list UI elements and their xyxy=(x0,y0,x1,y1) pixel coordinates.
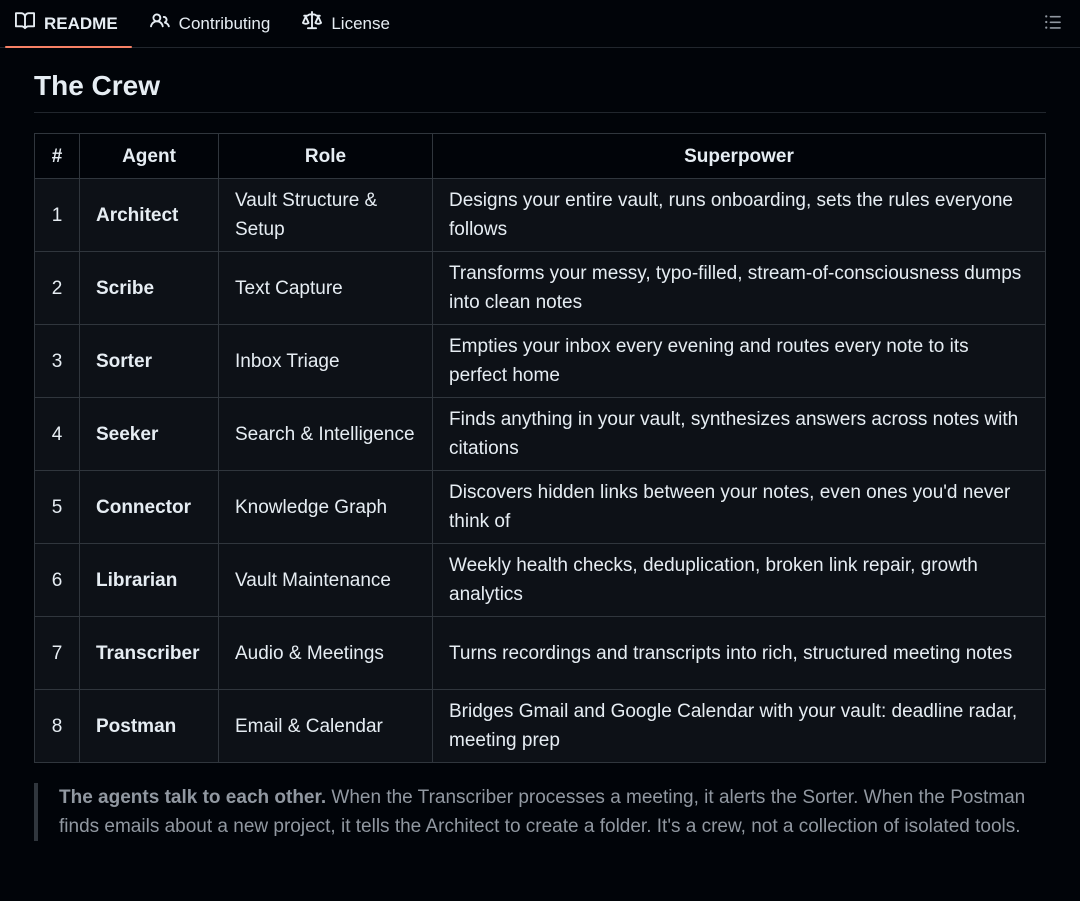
tab-contributing[interactable] xyxy=(140,0,285,47)
cell-num: 6 xyxy=(35,544,80,617)
header-role: Role xyxy=(219,134,433,179)
cell-superpower: Discovers hidden links between your notes, even ones you'd never think of xyxy=(433,471,1046,544)
cell-agent: Connector xyxy=(80,471,219,544)
cell-role: Audio & Meetings xyxy=(219,617,433,690)
crew-table xyxy=(34,133,1046,763)
cell-role: Knowledge Graph xyxy=(219,471,433,544)
readme-content xyxy=(0,70,1080,841)
repo-tab-bar xyxy=(0,0,1080,48)
cell-superpower: Designs your entire vault, runs onboarding, sets the rules everyone follows xyxy=(433,179,1046,252)
header-num: # xyxy=(35,134,80,179)
header-superpower: Superpower xyxy=(433,134,1046,179)
header-agent: Agent xyxy=(80,134,219,179)
cell-role: Text Capture xyxy=(219,252,433,325)
cell-superpower: Weekly health checks, deduplication, broken link repair, growth analytics xyxy=(433,544,1046,617)
cell-agent: Postman xyxy=(80,690,219,763)
cell-agent: Scribe xyxy=(80,252,219,325)
tab-license-label: License xyxy=(331,13,390,33)
cell-agent: Transcriber xyxy=(80,617,219,690)
cell-role: Inbox Triage xyxy=(219,325,433,398)
cell-num: 7 xyxy=(35,617,80,690)
section-heading: The Crew xyxy=(34,70,1046,113)
table-row xyxy=(35,690,1046,763)
table-header-row xyxy=(35,134,1046,179)
cell-superpower: Finds anything in your vault, synthesizes answers across notes with citations xyxy=(433,398,1046,471)
table-row xyxy=(35,252,1046,325)
tab-contributing-label: Contributing xyxy=(178,13,271,33)
cell-num: 4 xyxy=(35,398,80,471)
cell-role: Search & Intelligence xyxy=(219,398,433,471)
book-icon xyxy=(15,11,35,36)
cell-num: 8 xyxy=(35,690,80,763)
cell-num: 2 xyxy=(35,252,80,325)
table-row xyxy=(35,179,1046,252)
table-row xyxy=(35,398,1046,471)
quote-bold: The agents talk to each other. xyxy=(59,787,327,808)
quote-text: When the Transcriber processes a meeting, it alerts the Sorter. When the Postman finds emails about a new project, it tells the Architect to create a folder. It's a crew, not a collection of isolated tools. xyxy=(59,787,1026,837)
cell-role: Email & Calendar xyxy=(219,690,433,763)
cell-num: 5 xyxy=(35,471,80,544)
cell-agent: Architect xyxy=(80,179,219,252)
people-icon xyxy=(150,11,170,36)
law-icon xyxy=(302,11,322,36)
cell-num: 3 xyxy=(35,325,80,398)
table-row xyxy=(35,544,1046,617)
tab-license[interactable] xyxy=(292,0,404,47)
cell-agent: Seeker xyxy=(80,398,219,471)
table-row xyxy=(35,325,1046,398)
table-row xyxy=(35,471,1046,544)
cell-superpower: Bridges Gmail and Google Calendar with your vault: deadline radar, meeting prep xyxy=(433,690,1046,763)
cell-superpower: Empties your inbox every evening and routes every note to its perfect home xyxy=(433,325,1046,398)
cell-role: Vault Maintenance xyxy=(219,544,433,617)
cell-superpower: Transforms your messy, typo-filled, stream-of-consciousness dumps into clean notes xyxy=(433,252,1046,325)
list-unordered-icon xyxy=(1044,13,1062,36)
table-row xyxy=(35,617,1046,690)
cell-num: 1 xyxy=(35,179,80,252)
cell-agent: Librarian xyxy=(80,544,219,617)
tab-readme-label: README xyxy=(44,13,118,33)
table-of-contents-button[interactable] xyxy=(1040,11,1066,37)
crew-note-quote xyxy=(34,783,1046,841)
cell-role: Vault Structure & Setup xyxy=(219,179,433,252)
cell-agent: Sorter xyxy=(80,325,219,398)
cell-superpower: Turns recordings and transcripts into rich, structured meeting notes xyxy=(433,617,1046,690)
tab-readme[interactable] xyxy=(5,0,132,47)
